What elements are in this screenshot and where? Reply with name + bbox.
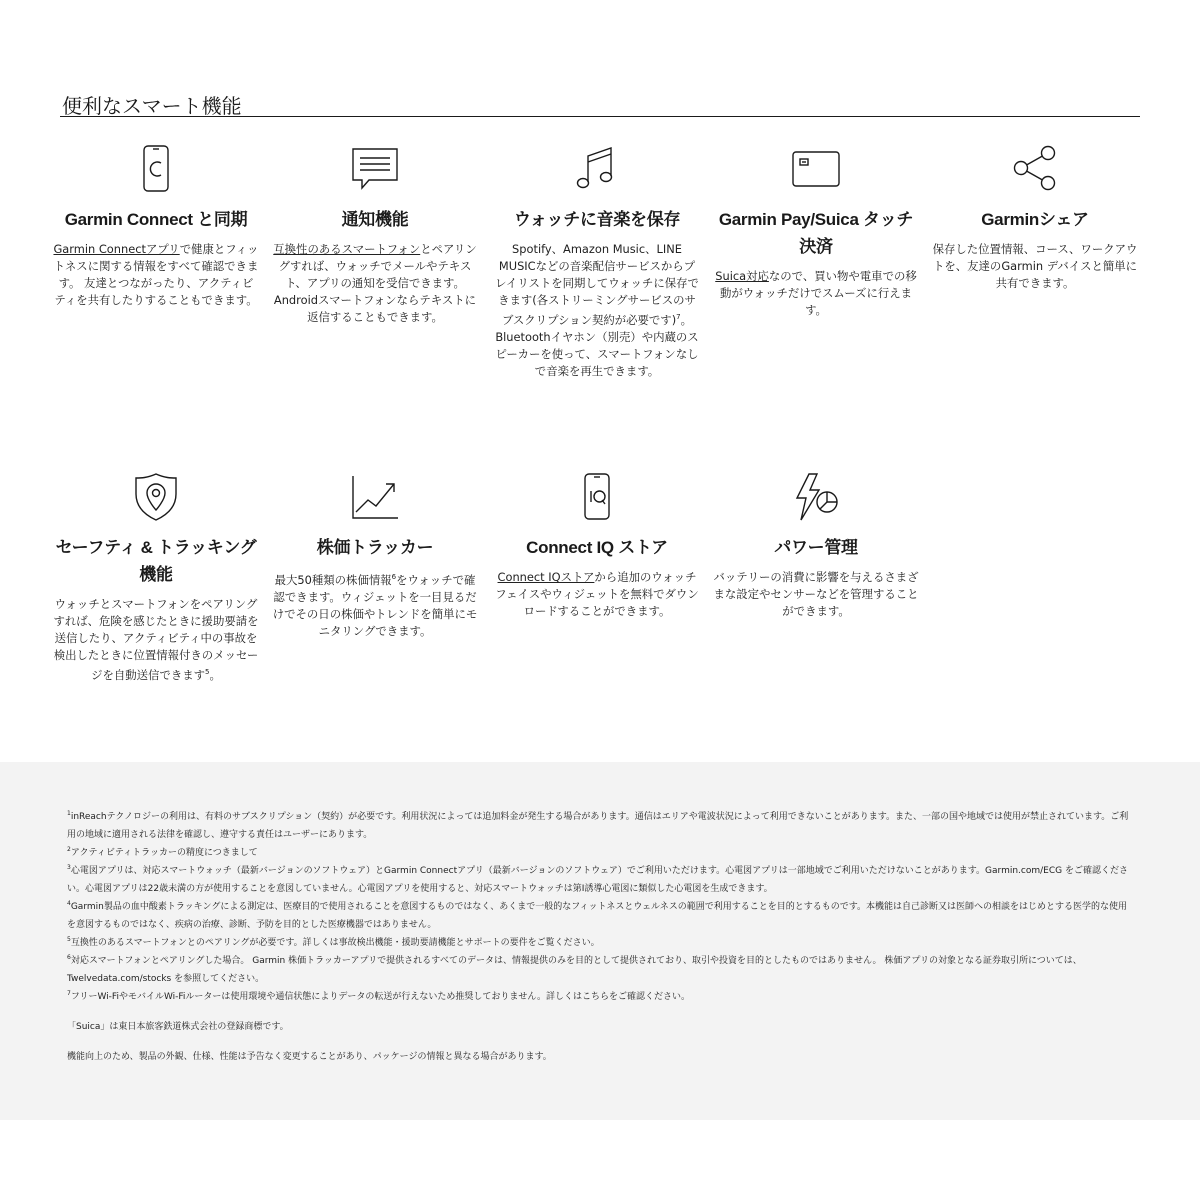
trademark-note: 「Suica」は東日本旅客鉄道株式会社の登録商標です。 [67, 1022, 289, 1032]
feature-music-storage [494, 144, 700, 380]
suica-support-link[interactable]: Suica対応 [715, 269, 769, 283]
section-title: 便利なスマート機能 [62, 94, 242, 118]
feature-title: Garmin Pay/Suica タッチ決済 [718, 210, 914, 256]
feature-garmin-connect [53, 144, 259, 309]
footnote: $^4$Garmin製品の血中酸素トラッキングによる測定は、医療目的で使用されることを意図するものではなく、あくまで一般的なフィットネスとウェルネスの範囲で利用することを目的とするものです。本機能は自己診断又は医師への相談をはじめとする医学的な使用を意図するものではなく、疾病の治療、診断、予防を目的とした医療機器ではありません。 [67, 900, 1128, 930]
feature-garmin-pay-suica [713, 144, 919, 319]
footnote: $^6$対応スマートフォンとペアリングした場合。 Garmin 株価トラッカーアプリで提供されるすべてのデータは、情報提供のみを目的として提供されており、取引や投資を目的としたものではありません。 株価アプリの対象となる証券取引所については、Twelvedata.com/stocks を参照してください。 [67, 954, 1082, 984]
footnote: $^3$心電図アプリは、対応スマートウォッチ（最新バージョンのソフトウェア）とGarmin Connectアプリ（最新バージョンのソフトウェア）でご利用いただけます。心電図アプリは一部地域でご利用いただけないことがあります。Garmin.com/ECG をご確認ください。心電図アプリは22歳未満の方が使用することを意図していません。心電図アプリを使用すると、対応スマートウォッチは第Ⅰ誘導心電図に類似した心電図を生成できます。 [67, 864, 1128, 894]
title-divider [60, 116, 1140, 117]
stock-chart-icon [350, 472, 400, 522]
feature-title: 株価トラッカー [316, 538, 434, 557]
feature-description: Spotify、Amazon Music、LINE MUSICなどの音楽配信サービスからプレイリストを同期してウォッチに保存できます(各ストリーミングサービスのサブスクリプション契約が必要です)$^7$。Bluetoothイヤホン（別売）や内蔵のスピーカーを使って、スマートフォンなしで音楽を再生できます。 [495, 242, 699, 378]
compatible-smartphone-link[interactable]: 互換性のあるスマートフォン [273, 242, 421, 256]
feature-description: Garmin Connectアプリで健康とフィットネスに関する情報をすべて確認できます。 友達とつながったり、アクティビティを共有したりすることもできます。 [53, 242, 259, 307]
footnote: $^2$アクティビティトラッカーの精度につきまして [67, 846, 258, 858]
feature-description: 保存した位置情報、コース、ワークアウトを、友達のGarmin デバイスと簡単に共有できます。 [932, 242, 1138, 290]
footnote: $^1$inReachテクノロジーの利用は、有料のサブスクリプション（契約）が必要です。利用状況によっては追加料金が発生する場合があります。通信はエリアや電波状況によって利用できないことがあります。また、一部の国や地域では使用が禁止されています。ご利用の地域に適用される法律を確認し、遵守する責任はユーザーにあります。 [67, 810, 1129, 840]
payment-card-icon [791, 144, 841, 194]
feature-title: ウォッチに音楽を保存 [513, 210, 681, 229]
feature-description: 互換性のあるスマートフォンとペアリングすれば、ウォッチでメールやテキスト、アプリの通知を受信できます。 Androidスマートフォンならテキストに返信することもできます。 [273, 242, 477, 324]
share-icon [1010, 144, 1060, 194]
footnote: $^7$フリーWi-FiやモバイルWi-Fiルーターは使用環境や通信状態によりデータの転送が行えないため推奨しておりません。詳しくはこちらをご確認ください。 [67, 990, 690, 1002]
feature-title: パワー管理 [774, 538, 858, 557]
feature-description: Connect IQストアから追加のウォッチフェイスやウィジェットを無料でダウンロードすることができます。 [495, 570, 699, 618]
notification-icon [350, 144, 400, 194]
feature-title: セーフティ & トラッキング機能 [55, 538, 257, 584]
disclaimer-note: 機能向上のため、製品の外観、仕様、性能は予告なく変更することがあり、パッケージの情報と異なる場合があります。 [67, 1052, 552, 1062]
phone-sync-icon [131, 144, 181, 194]
feature-description: バッテリーの消費に影響を与えるさまざまな設定やセンサーなどを管理することができます。 [713, 570, 919, 618]
garmin-connect-app-link[interactable]: Garmin Connectアプリ [53, 242, 180, 256]
feature-connect-iq-store [494, 472, 700, 620]
feature-title: Connect IQ ストア [526, 538, 668, 557]
feature-notifications [272, 144, 478, 326]
feature-stock-tracker [272, 472, 478, 640]
feature-garmin-share [932, 144, 1138, 292]
feature-power-management [713, 472, 919, 620]
music-note-icon [572, 144, 622, 194]
footnote: $^5$互換性のあるスマートフォンとのペアリングが必要です。詳しくは事故検出機能・援助要請機能とサポートの要件をご覧ください。 [67, 936, 600, 948]
power-management-icon [791, 472, 841, 522]
feature-description: ウォッチとスマートフォンをペアリングすれば、危険を感じたときに援助要請を送信したり、アクティビティ中の事故を検出したときに位置情報付きのメッセージを自動送信できます$^5$。 [53, 597, 259, 682]
connect-iq-store-link[interactable]: Connect IQストア [497, 570, 595, 584]
feature-title: 通知機能 [341, 210, 409, 229]
feature-safety-tracking [53, 472, 259, 684]
feature-description: Suica対応なので、買い物や電車での移動がウォッチだけでスムーズに行えます。 [715, 269, 917, 317]
connect-iq-icon [572, 472, 622, 522]
footnotes-section [0, 762, 1200, 1120]
feature-title: Garmin Connect と同期 [64, 210, 248, 229]
feature-description: 最大50種類の株価情報$^6$をウォッチで確認できます。ウィジェットを一目見るだけでその日の株価やトレンドを簡単にモニタリングできます。 [272, 572, 478, 638]
safety-shield-icon [131, 472, 181, 522]
feature-title: Garminシェア [981, 210, 1089, 229]
